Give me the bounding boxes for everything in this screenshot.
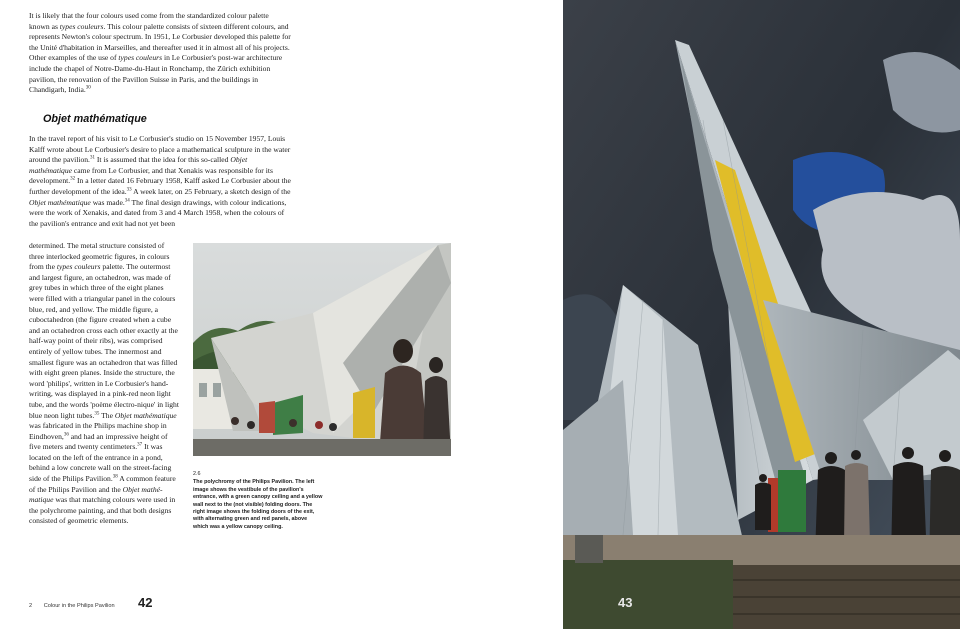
page-number-left: 42 bbox=[138, 595, 153, 610]
page-number-right: 43 bbox=[618, 595, 633, 610]
right-page bbox=[563, 0, 960, 629]
running-footer bbox=[29, 603, 125, 609]
photo-pavilion-entrance bbox=[193, 243, 451, 456]
figure-caption bbox=[193, 471, 323, 531]
chapter-number: 2 bbox=[29, 603, 33, 609]
caption-number: 2.6 bbox=[193, 471, 201, 477]
photo-pavilion-exit bbox=[563, 0, 960, 629]
running-title: Colour in the Philips Pavilion bbox=[43, 603, 115, 609]
paragraph-objet-intro: In the travel report of his visit to Le Corbusier's studio on 15 November 1957, Louis Kalff wrote about Le Corbusier's desire to place a mathematical sculpture in the water around the pavilion.$^{31}$ It is assumed that the idea for this so-called Objet mathématique came from Le Corbusier, and that Xenakis was responsible for its development.$^{32}$ In a letter dated 16 February 1958, Kalff asked Le Corbusier about the further development of the idea.$^{33}$ A week later, on 25 February, a sketch design of the Objet mathématique was made.$^{34}$ The final design drawings, with colour indications, were the work of Xenakis, and dated from 3 and 4 March 1958, when the colours of the pavilion's entrance and exit had not yet been bbox=[29, 134, 291, 228]
paragraph-objet-structure: determined. The metal structure consisted of three interlocked geometric figures, in colours from the types couleurs palette. The outermost and largest figure, an octahedron, was made of grey tubes in which three of the eight planes were filled with a triangular panel in the colours blue, red, and yellow. The middle figure, a cuboctahedron (the figure created when a cube and an octahedron cross each other exactly at the half-way point of their ribs), was comprised entirely of yellow tubes. The innermost and smallest figure was an octahedron that was filled with eight green planes. Inside the structure, the word 'philips', written in Le Corbusier's hand-writing, was displayed in a pink-red neon light tube, and the words 'poème électro-nique' in light blue neon light tubes.$^{35}$ The Objet mathématique was fabricated in the Philips machine shop in Eindhoven,$^{36}$ and had an impressive height of five meters and twenty centimeters.$^{37}$ It was located on the left of the entrance in a pond, behind a low concrete wall on the street-facing side of the Philips Pavilion.$^{38}$ A common feature of the Philips Pavilion and the Objet mathé-matique was that matching colours were used in the polychrome painting, and that both designs consisted of geometric elements. bbox=[29, 241, 179, 526]
section-heading: Objet mathématique bbox=[43, 113, 147, 125]
paragraph-types-couleurs: It is likely that the four colours used come from the standardized colour palette known as types couleurs. This colour palette consists of sixteen different colours, and represents Newton's colour spectrum. In 1951, Le Corbusier developed this palette for the Unité d'habitation in Marseilles, and thereafter used it in almost all of his projects. Other examples of the use of types couleurs in Le Corbusier's post-war architecture include the chapel of Notre-Dame-du-Haut in Ronchamp, the Zürich exhibition pavilion, the renovation of the Pavillon Suisse in Paris, and the buildings in Chandigarh, India.$^{30}$ bbox=[29, 11, 291, 95]
caption-text: The polychromy of the Philips Pavilion. The left image shows the vestibule of the pavilion's entrance, with a green canopy ceiling and a yellow wall next to the (not visible) folding doors. The right image shows the folding doors of the exit, with alternating green and red panels, above which was a yellow canopy ceiling. bbox=[193, 479, 323, 530]
